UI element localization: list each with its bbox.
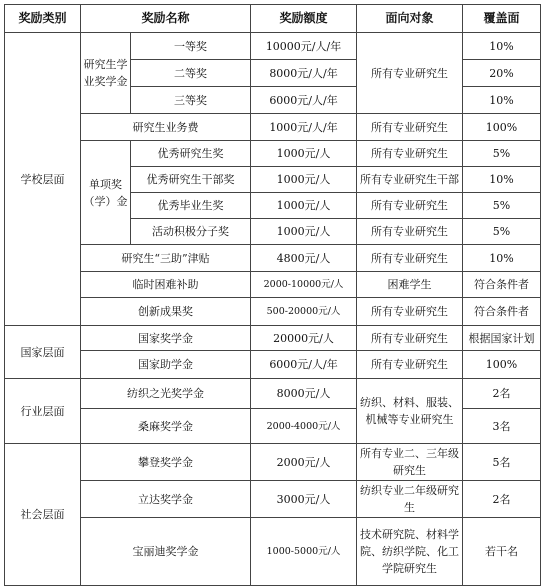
award-amount: 1000元/人/年 [251,114,357,141]
award-coverage: 若干名 [463,518,541,586]
award-coverage: 100% [463,351,541,379]
header-name: 奖励名称 [81,5,251,33]
award-amount: 8000元/人/年 [251,60,357,87]
award-coverage: 10% [463,33,541,60]
award-amount: 1000元/人 [251,167,357,193]
award-name: 一等奖 [131,33,251,60]
award-target: 所有专业研究生干部 [357,167,463,193]
award-name: 宝丽迪奖学金 [81,518,251,586]
award-name: 二等奖 [131,60,251,87]
award-name: 研究生业务费 [81,114,251,141]
award-name: 攀登奖学金 [81,444,251,481]
table-row [5,272,541,298]
header-row [5,5,541,33]
award-target: 所有专业研究生 [357,193,463,219]
award-name: 国家奖学金 [81,326,251,351]
award-amount: 10000元/人/年 [251,33,357,60]
table-row [5,298,541,326]
award-coverage: 根据国家计划 [463,326,541,351]
group-academic-scholarship: 研究生学业奖学金 [81,33,131,114]
award-target: 所有专业研究生 [357,141,463,167]
award-amount: 20000元/人 [251,326,357,351]
award-amount: 500-20000元/人 [251,298,357,326]
award-coverage: 5名 [463,444,541,481]
award-name: 优秀毕业生奖 [131,193,251,219]
table-row [5,351,541,379]
award-amount: 6000元/人/年 [251,87,357,114]
header-target: 面向对象 [357,5,463,33]
award-name: 立达奖学金 [81,481,251,518]
award-target: 纺织、材料、服装、机械等专业研究生 [357,379,463,444]
award-target: 所有专业二、三年级研究生 [357,444,463,481]
award-amount: 3000元/人 [251,481,357,518]
award-name: 活动积极分子奖 [131,219,251,245]
award-name: 三等奖 [131,87,251,114]
award-coverage: 符合条件者 [463,298,541,326]
award-target: 所有专业研究生 [357,219,463,245]
award-name: 临时困难补助 [81,272,251,298]
table-row [5,444,541,481]
award-coverage: 符合条件者 [463,272,541,298]
award-coverage: 10% [463,167,541,193]
award-coverage: 5% [463,219,541,245]
award-coverage: 2名 [463,379,541,409]
award-coverage: 5% [463,141,541,167]
table-row [5,518,541,586]
award-target: 技术研究院、材料学院、纺织学院、化工学院研究生 [357,518,463,586]
award-amount: 4800元/人 [251,245,357,272]
award-target: 所有专业研究生 [357,33,463,114]
award-name: 桑麻奖学金 [81,409,251,444]
table-row [5,114,541,141]
award-target: 困难学生 [357,272,463,298]
award-coverage: 100% [463,114,541,141]
award-table [4,4,541,586]
award-amount: 1000-5000元/人 [251,518,357,586]
award-target: 所有专业研究生 [357,298,463,326]
level-social: 社会层面 [5,444,81,586]
award-name: 研究生“三助”津贴 [81,245,251,272]
award-amount: 6000元/人/年 [251,351,357,379]
award-amount: 8000元/人 [251,379,357,409]
award-amount: 2000-10000元/人 [251,272,357,298]
award-coverage: 10% [463,245,541,272]
award-target: 纺织专业二年级研究生 [357,481,463,518]
table-row [5,141,541,167]
award-coverage: 10% [463,87,541,114]
award-coverage: 2名 [463,481,541,518]
award-target: 所有专业研究生 [357,114,463,141]
header-amount: 奖励额度 [251,5,357,33]
table-row [5,481,541,518]
award-amount: 2000-4000元/人 [251,409,357,444]
table-row [5,379,541,409]
table-row [5,33,541,60]
level-national: 国家层面 [5,326,81,379]
group-single-award: 单项奖（学）金 [81,141,131,245]
award-name: 优秀研究生奖 [131,141,251,167]
header-category: 奖励类别 [5,5,81,33]
award-coverage: 3名 [463,409,541,444]
award-name: 创新成果奖 [81,298,251,326]
award-coverage: 5% [463,193,541,219]
award-amount: 1000元/人 [251,219,357,245]
award-target: 所有专业研究生 [357,326,463,351]
award-amount: 2000元/人 [251,444,357,481]
level-school: 学校层面 [5,33,81,326]
award-amount: 1000元/人 [251,141,357,167]
award-target: 所有专业研究生 [357,245,463,272]
header-coverage: 覆盖面 [463,5,541,33]
award-name: 国家助学金 [81,351,251,379]
award-target: 所有专业研究生 [357,351,463,379]
award-amount: 1000元/人 [251,193,357,219]
award-name: 优秀研究生干部奖 [131,167,251,193]
table-row [5,245,541,272]
award-coverage: 20% [463,60,541,87]
level-industry: 行业层面 [5,379,81,444]
award-name: 纺织之光奖学金 [81,379,251,409]
table-row [5,326,541,351]
